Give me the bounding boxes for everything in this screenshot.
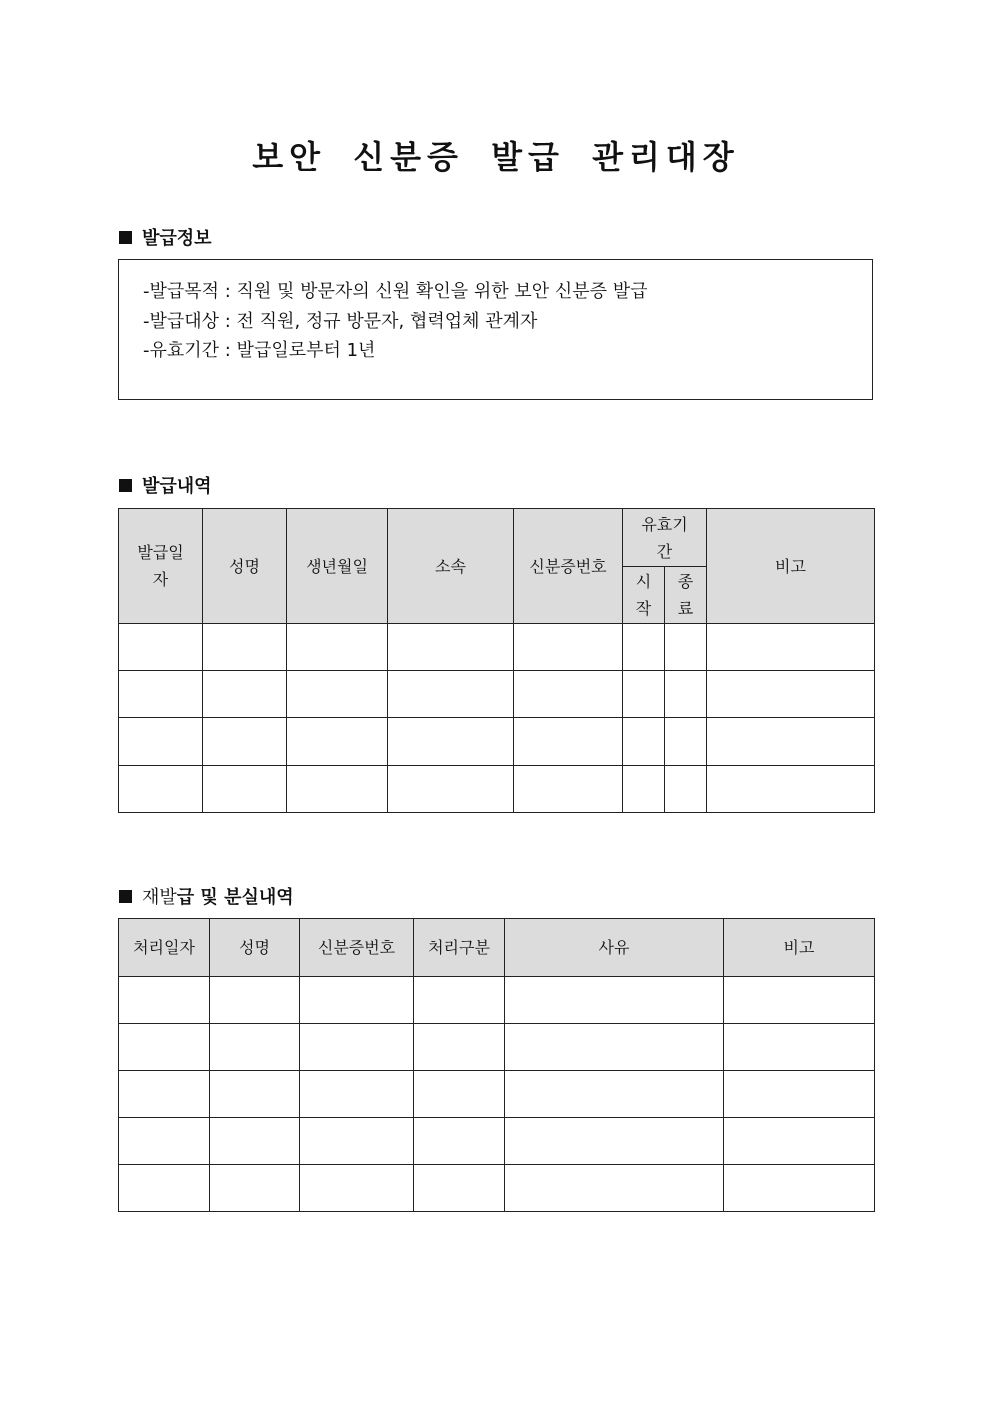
table-cell[interactable] xyxy=(623,766,665,813)
table-cell[interactable] xyxy=(665,624,707,671)
header-name: 성명 xyxy=(203,509,287,624)
info-line-purpose: -발급목적 : 직원 및 방문자의 신원 확인을 위한 보안 신분증 발급 xyxy=(143,281,648,302)
table-cell[interactable] xyxy=(388,718,514,766)
info-line-validity: -유효기간 : 발급일로부터 1년 xyxy=(143,340,376,361)
square-bullet-icon xyxy=(119,890,132,903)
table-cell[interactable] xyxy=(724,1071,875,1118)
table-cell[interactable] xyxy=(119,977,210,1024)
header-validity-end: 종료 xyxy=(665,567,707,624)
table-cell[interactable] xyxy=(388,671,514,718)
table-cell[interactable] xyxy=(623,624,665,671)
table-cell[interactable] xyxy=(707,671,875,718)
table-cell[interactable] xyxy=(514,671,623,718)
table-row xyxy=(119,671,875,718)
table-cell[interactable] xyxy=(210,1118,300,1165)
table-cell[interactable] xyxy=(119,1024,210,1071)
issue-history-table xyxy=(118,508,875,813)
table-cell[interactable] xyxy=(119,1071,210,1118)
header-birth-date: 생년월일 xyxy=(287,509,388,624)
table-cell[interactable] xyxy=(505,1118,724,1165)
table-cell[interactable] xyxy=(119,1165,210,1212)
table-cell[interactable] xyxy=(414,1024,505,1071)
table-cell[interactable] xyxy=(287,624,388,671)
table-cell[interactable] xyxy=(623,718,665,766)
table-cell[interactable] xyxy=(665,671,707,718)
table-cell[interactable] xyxy=(707,766,875,813)
square-bullet-icon xyxy=(119,479,132,492)
table-cell[interactable] xyxy=(724,1165,875,1212)
section-heading-label: 발급내역 xyxy=(142,476,212,497)
table-cell[interactable] xyxy=(119,718,203,766)
table-cell[interactable] xyxy=(203,718,287,766)
table-cell[interactable] xyxy=(414,1118,505,1165)
table-cell[interactable] xyxy=(300,1165,414,1212)
table-row xyxy=(119,766,875,813)
table-cell[interactable] xyxy=(514,718,623,766)
table-cell[interactable] xyxy=(665,718,707,766)
table-cell[interactable] xyxy=(300,1071,414,1118)
table-cell[interactable] xyxy=(210,1024,300,1071)
square-bullet-icon xyxy=(119,231,132,244)
table-cell[interactable] xyxy=(707,718,875,766)
issue-info-box xyxy=(118,259,873,400)
header-validity: 유효기간 xyxy=(623,509,707,567)
table-cell[interactable] xyxy=(287,766,388,813)
table-cell[interactable] xyxy=(414,1165,505,1212)
table-cell[interactable] xyxy=(414,1071,505,1118)
table-cell[interactable] xyxy=(287,671,388,718)
table-cell[interactable] xyxy=(300,977,414,1024)
table-cell[interactable] xyxy=(119,766,203,813)
table-cell[interactable] xyxy=(505,977,724,1024)
table-cell[interactable] xyxy=(119,671,203,718)
table-cell[interactable] xyxy=(287,718,388,766)
header-process-type: 처리구분 xyxy=(414,919,505,977)
section-heading-label-light: 재발 xyxy=(142,887,177,908)
table-cell[interactable] xyxy=(203,671,287,718)
table-cell[interactable] xyxy=(514,766,623,813)
table-cell[interactable] xyxy=(210,1071,300,1118)
section-heading-issue-info xyxy=(119,224,212,250)
table-cell[interactable] xyxy=(300,1118,414,1165)
table-row xyxy=(119,1165,875,1212)
table-cell[interactable] xyxy=(388,624,514,671)
section-heading-label-bold: 급 및 분실내역 xyxy=(176,887,294,908)
table-cell[interactable] xyxy=(300,1024,414,1071)
section-heading-label: 발급정보 xyxy=(142,228,212,249)
table-cell[interactable] xyxy=(505,1071,724,1118)
header-name: 성명 xyxy=(210,919,300,977)
section-heading-issue-history xyxy=(119,472,212,498)
table-row xyxy=(119,624,875,671)
reissue-loss-table xyxy=(118,918,875,1212)
table-row xyxy=(119,718,875,766)
table-row xyxy=(119,1024,875,1071)
table-cell[interactable] xyxy=(203,624,287,671)
table-cell[interactable] xyxy=(414,977,505,1024)
table-cell[interactable] xyxy=(203,766,287,813)
table-cell[interactable] xyxy=(665,766,707,813)
table-cell[interactable] xyxy=(119,1118,210,1165)
table-cell[interactable] xyxy=(505,1165,724,1212)
table-cell[interactable] xyxy=(388,766,514,813)
table-row xyxy=(119,1118,875,1165)
table-cell[interactable] xyxy=(707,624,875,671)
table-cell[interactable] xyxy=(724,977,875,1024)
table-cell[interactable] xyxy=(724,1024,875,1071)
table-cell[interactable] xyxy=(514,624,623,671)
table-cell[interactable] xyxy=(119,624,203,671)
header-remarks: 비고 xyxy=(707,509,875,624)
table-row xyxy=(119,1071,875,1118)
header-remarks: 비고 xyxy=(724,919,875,977)
table-cell[interactable] xyxy=(623,671,665,718)
header-issue-date: 발급일자 xyxy=(119,509,203,624)
section-heading-reissue-loss xyxy=(119,883,294,909)
header-affiliation: 소속 xyxy=(388,509,514,624)
table-cell[interactable] xyxy=(724,1118,875,1165)
table-cell[interactable] xyxy=(210,1165,300,1212)
header-id-number: 신분증번호 xyxy=(300,919,414,977)
table-cell[interactable] xyxy=(210,977,300,1024)
table-row xyxy=(119,977,875,1024)
header-validity-start: 시작 xyxy=(623,567,665,624)
page-title: 보안 신분증 발급 관리대장 xyxy=(252,138,740,176)
info-line-target: -발급대상 : 전 직원, 정규 방문자, 협력업체 관계자 xyxy=(143,310,538,332)
table-cell[interactable] xyxy=(505,1024,724,1071)
header-process-date: 처리일자 xyxy=(119,919,210,977)
header-reason: 사유 xyxy=(505,919,724,977)
header-id-number: 신분증번호 xyxy=(514,509,623,624)
